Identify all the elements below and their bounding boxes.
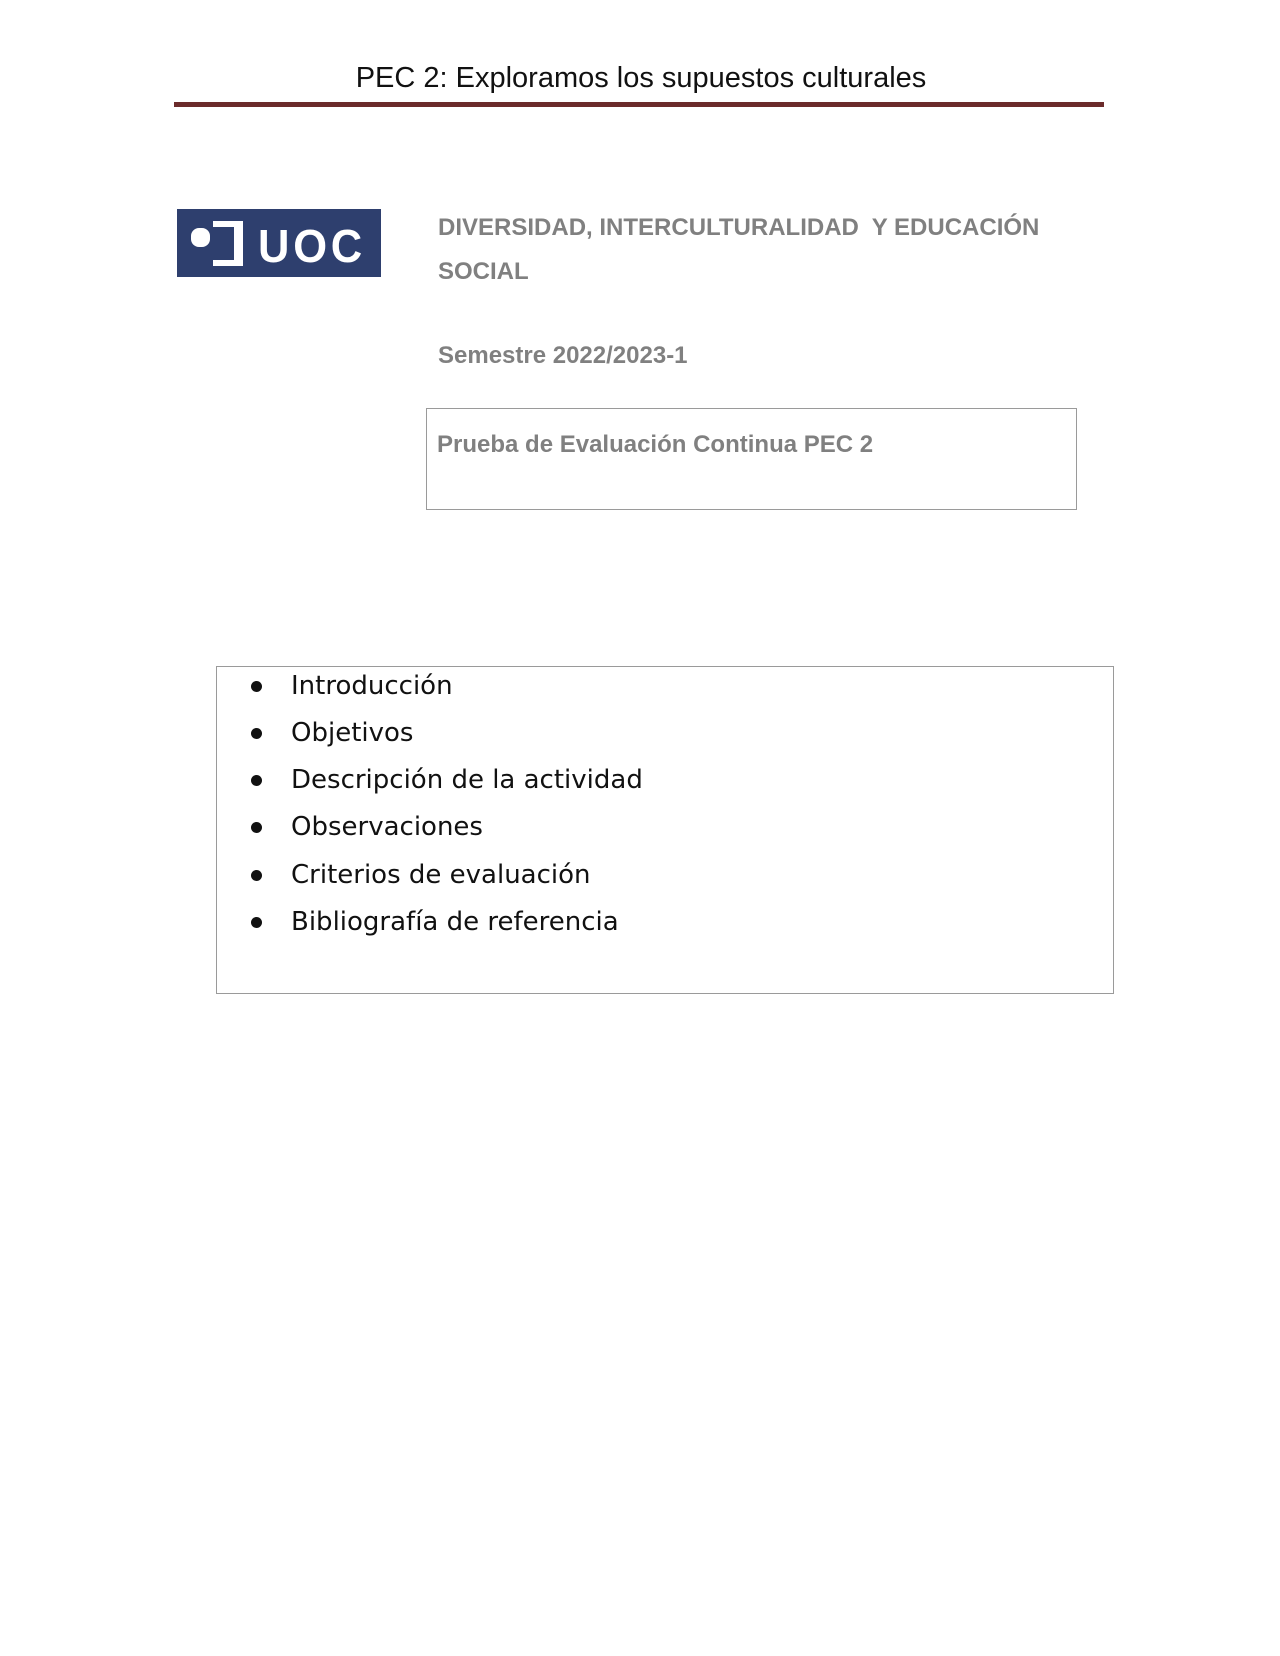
list-item-label: Bibliografía de referencia — [291, 907, 619, 937]
list-item-label: Criterios de evaluación — [291, 860, 591, 890]
list-item — [217, 903, 1113, 943]
list-item-label: Observaciones — [291, 812, 483, 842]
uoc-logo — [177, 209, 381, 277]
list-item — [217, 808, 1113, 848]
bullet-icon — [251, 870, 262, 881]
list-item — [217, 761, 1113, 801]
page-header-title: PEC 2: Exploramos los supuestos culturales — [355, 62, 927, 94]
uoc-logo-icon — [177, 209, 381, 277]
bullet-icon — [251, 681, 262, 692]
list-item-label: Objetivos — [291, 718, 414, 748]
contents-box — [216, 666, 1114, 994]
course-title: DIVERSIDAD, INTERCULTURALIDAD Y EDUCACIÓN SOCIAL — [438, 214, 1047, 285]
bullet-icon — [251, 728, 262, 739]
assessment-box — [426, 408, 1077, 510]
bullet-icon — [251, 822, 262, 833]
header-divider — [174, 102, 1104, 107]
list-item — [217, 714, 1113, 754]
bullet-icon — [251, 775, 262, 786]
bullet-icon — [251, 917, 262, 928]
semester-label: Semestre 2022/2023-1 — [438, 342, 688, 369]
list-item-label: Descripción de la actividad — [291, 765, 643, 795]
logo-text: UOC — [258, 220, 366, 272]
list-item — [217, 856, 1113, 896]
assessment-title: Prueba de Evaluación Continua PEC 2 — [437, 431, 874, 458]
list-item — [217, 667, 1113, 707]
list-item-label: Introducción — [291, 671, 453, 701]
